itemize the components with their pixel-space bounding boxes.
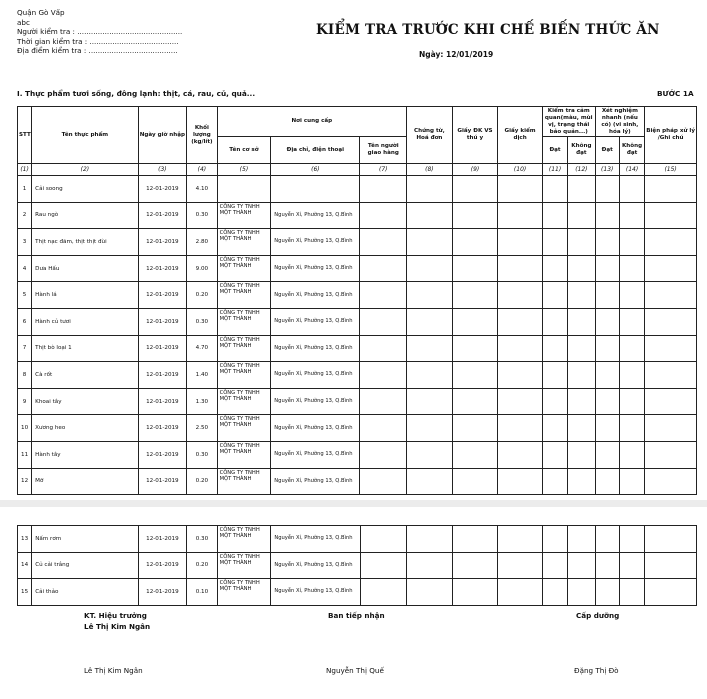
row-date: 12-01-2019 bbox=[138, 579, 187, 606]
empty-cell bbox=[452, 388, 498, 415]
row-weight: 9.00 bbox=[187, 255, 217, 282]
row-date: 12-01-2019 bbox=[138, 308, 187, 335]
empty-cell bbox=[568, 362, 595, 389]
empty-cell bbox=[407, 526, 453, 553]
table-row bbox=[18, 176, 697, 203]
empty-cell bbox=[568, 335, 595, 362]
table-row bbox=[18, 552, 697, 579]
empty-cell bbox=[542, 415, 567, 442]
principal-title: KT. Hiệu trưởng bbox=[84, 611, 147, 620]
empty-cell bbox=[498, 415, 543, 442]
row-food-name: Cà rốt bbox=[32, 362, 138, 389]
empty-cell bbox=[619, 176, 644, 203]
row-stt: 10 bbox=[18, 415, 32, 442]
document-title: KIỂM TRA TRƯỚC KHI CHẾ BIẾN THỨC ĂN bbox=[316, 22, 660, 38]
row-stt: 11 bbox=[18, 441, 32, 468]
row-stt: 12 bbox=[18, 468, 32, 495]
table-row bbox=[18, 335, 697, 362]
empty-cell bbox=[568, 468, 595, 495]
row-weight: 0.30 bbox=[187, 308, 217, 335]
row-address: Nguyễn Xí, Phường 13, Q.Bình bbox=[271, 579, 360, 606]
col-lab-pass: Đạt bbox=[595, 137, 619, 164]
empty-cell bbox=[407, 255, 453, 282]
col-sensory-group: Kiểm tra cảm quan(màu, mùi vị, trạng thái bảo quản...) bbox=[542, 107, 595, 137]
empty-cell bbox=[568, 441, 595, 468]
index-cell: (5) bbox=[217, 164, 271, 176]
empty-cell bbox=[452, 229, 498, 256]
principal-name-bold: Lê Thị Kim Ngân bbox=[84, 622, 151, 631]
empty-cell bbox=[498, 362, 543, 389]
empty-cell bbox=[645, 415, 697, 442]
empty-cell bbox=[595, 282, 619, 309]
empty-cell bbox=[645, 229, 697, 256]
row-weight: 0.10 bbox=[187, 579, 217, 606]
table-row bbox=[18, 441, 697, 468]
empty-cell bbox=[542, 282, 567, 309]
empty-cell bbox=[542, 176, 567, 203]
time-field: Thời gian kiểm tra : ....................................... bbox=[17, 36, 179, 46]
row-food-name: Mỡ bbox=[32, 468, 138, 495]
row-date: 12-01-2019 bbox=[138, 176, 187, 203]
row-stt: 4 bbox=[18, 255, 32, 282]
row-address: Nguyễn Xí, Phường 13, Q.Bình bbox=[271, 415, 360, 442]
row-address: Nguyễn Xí, Phường 13, Q.Bình bbox=[271, 282, 360, 309]
row-date: 12-01-2019 bbox=[138, 229, 187, 256]
index-cell: (2) bbox=[32, 164, 138, 176]
row-supplier: CÔNG TY TNHH MỘT THÀNH bbox=[217, 308, 271, 335]
empty-cell bbox=[568, 526, 595, 553]
row-weight: 0.20 bbox=[187, 552, 217, 579]
empty-cell bbox=[407, 468, 453, 495]
empty-cell bbox=[498, 255, 543, 282]
row-food-name: Nấm rơm bbox=[32, 526, 138, 553]
empty-cell bbox=[645, 282, 697, 309]
row-food-name: Dưa Hấu bbox=[32, 255, 138, 282]
col-address-phone: Địa chỉ, điện thoại bbox=[271, 137, 360, 164]
row-supplier: CÔNG TY TNHH MỘT THÀNH bbox=[217, 468, 271, 495]
row-date: 12-01-2019 bbox=[138, 468, 187, 495]
empty-cell bbox=[619, 229, 644, 256]
empty-cell bbox=[407, 441, 453, 468]
empty-cell bbox=[452, 526, 498, 553]
row-stt: 8 bbox=[18, 362, 32, 389]
empty-cell bbox=[452, 308, 498, 335]
empty-cell bbox=[542, 362, 567, 389]
empty-cell bbox=[645, 255, 697, 282]
empty-cell bbox=[619, 335, 644, 362]
row-weight: 2.80 bbox=[187, 229, 217, 256]
empty-cell bbox=[407, 415, 453, 442]
empty-cell bbox=[568, 229, 595, 256]
row-weight: 0.20 bbox=[187, 282, 217, 309]
row-date: 12-01-2019 bbox=[138, 441, 187, 468]
row-address: Nguyễn Xí, Phường 13, Q.Bình bbox=[271, 552, 360, 579]
row-weight: 4.10 bbox=[187, 176, 217, 203]
empty-cell bbox=[498, 176, 543, 203]
index-cell: (9) bbox=[452, 164, 498, 176]
row-supplier bbox=[217, 176, 271, 203]
empty-cell bbox=[360, 526, 407, 553]
empty-cell bbox=[498, 441, 543, 468]
row-food-name: Cải thảo bbox=[32, 579, 138, 606]
step-label: BƯỚC 1A bbox=[657, 89, 694, 98]
row-food-name: Hành tây bbox=[32, 441, 138, 468]
col-remedy: Biện pháp xử lý /Ghi chú bbox=[645, 107, 697, 164]
empty-cell bbox=[360, 415, 407, 442]
index-cell: (4) bbox=[187, 164, 217, 176]
index-cell: (3) bbox=[138, 164, 187, 176]
empty-cell bbox=[619, 255, 644, 282]
empty-cell bbox=[619, 362, 644, 389]
empty-cell bbox=[498, 388, 543, 415]
col-food-name: Tên thực phẩm bbox=[32, 107, 138, 164]
empty-cell bbox=[645, 468, 697, 495]
empty-cell bbox=[645, 552, 697, 579]
org-label: abc bbox=[17, 17, 30, 27]
row-food-name: Thịt nạc đăm, thịt thịt đùi bbox=[32, 229, 138, 256]
table-row bbox=[18, 579, 697, 606]
table-row bbox=[18, 362, 697, 389]
empty-cell bbox=[542, 388, 567, 415]
empty-cell bbox=[542, 202, 567, 229]
empty-cell bbox=[407, 308, 453, 335]
empty-cell bbox=[498, 282, 543, 309]
row-stt: 14 bbox=[18, 552, 32, 579]
inspection-table bbox=[17, 106, 697, 495]
row-address: Nguyễn Xí, Phường 13, Q.Bình bbox=[271, 202, 360, 229]
empty-cell bbox=[407, 202, 453, 229]
empty-cell bbox=[645, 579, 697, 606]
empty-cell bbox=[498, 526, 543, 553]
row-address: Nguyễn Xí, Phường 13, Q.Bình bbox=[271, 255, 360, 282]
row-supplier: CÔNG TY TNHH MỘT THÀNH bbox=[217, 579, 271, 606]
row-stt: 15 bbox=[18, 579, 32, 606]
index-cell: (7) bbox=[360, 164, 407, 176]
col-vet-cert: Giấy ĐK VS thú y bbox=[452, 107, 498, 164]
row-address: Nguyễn Xí, Phường 13, Q.Bình bbox=[271, 468, 360, 495]
empty-cell bbox=[452, 335, 498, 362]
row-supplier: CÔNG TY TNHH MỘT THÀNH bbox=[217, 255, 271, 282]
empty-cell bbox=[645, 335, 697, 362]
index-cell: (11) bbox=[542, 164, 567, 176]
row-date: 12-01-2019 bbox=[138, 335, 187, 362]
index-cell: (15) bbox=[645, 164, 697, 176]
empty-cell bbox=[452, 415, 498, 442]
empty-cell bbox=[542, 468, 567, 495]
row-supplier: CÔNG TY TNHH MỘT THÀNH bbox=[217, 415, 271, 442]
empty-cell bbox=[595, 362, 619, 389]
cook-title: Cấp dưỡng bbox=[576, 611, 620, 620]
empty-cell bbox=[645, 362, 697, 389]
empty-cell bbox=[619, 526, 644, 553]
empty-cell bbox=[568, 255, 595, 282]
empty-cell bbox=[452, 255, 498, 282]
row-weight: 0.30 bbox=[187, 441, 217, 468]
row-supplier: CÔNG TY TNHH MỘT THÀNH bbox=[217, 335, 271, 362]
row-weight: 0.20 bbox=[187, 468, 217, 495]
row-supplier: CÔNG TY TNHH MỘT THÀNH bbox=[217, 526, 271, 553]
empty-cell bbox=[452, 579, 498, 606]
empty-cell bbox=[595, 308, 619, 335]
index-cell: (10) bbox=[498, 164, 543, 176]
empty-cell bbox=[498, 468, 543, 495]
empty-cell bbox=[407, 282, 453, 309]
row-food-name: Hành củ tươi bbox=[32, 308, 138, 335]
row-food-name: Xương heo bbox=[32, 415, 138, 442]
col-deliverer: Tên người giao hàng bbox=[360, 137, 407, 164]
index-cell: (12) bbox=[568, 164, 595, 176]
table-row bbox=[18, 468, 697, 495]
empty-cell bbox=[360, 255, 407, 282]
table-row bbox=[18, 415, 697, 442]
empty-cell bbox=[619, 552, 644, 579]
empty-cell bbox=[407, 229, 453, 256]
empty-cell bbox=[595, 415, 619, 442]
index-cell: (6) bbox=[271, 164, 360, 176]
empty-cell bbox=[619, 308, 644, 335]
column-index-row bbox=[18, 164, 697, 176]
table-row bbox=[18, 388, 697, 415]
empty-cell bbox=[452, 552, 498, 579]
row-weight: 1.40 bbox=[187, 362, 217, 389]
empty-cell bbox=[360, 308, 407, 335]
row-address: Nguyễn Xí, Phường 13, Q.Bình bbox=[271, 362, 360, 389]
row-date: 12-01-2019 bbox=[138, 552, 187, 579]
row-stt: 5 bbox=[18, 282, 32, 309]
col-quarantine: Giấy kiểm dịch bbox=[498, 107, 543, 164]
table-row bbox=[18, 526, 697, 553]
row-address: Nguyễn Xí, Phường 13, Q.Bình bbox=[271, 335, 360, 362]
empty-cell bbox=[645, 308, 697, 335]
row-address bbox=[271, 176, 360, 203]
empty-cell bbox=[407, 579, 453, 606]
empty-cell bbox=[595, 526, 619, 553]
empty-cell bbox=[645, 176, 697, 203]
empty-cell bbox=[595, 388, 619, 415]
empty-cell bbox=[568, 579, 595, 606]
col-lab-group: Xét nghiệm nhanh (nếu có) (vi sinh, hóa lý) bbox=[595, 107, 645, 137]
document-date: Ngày: 12/01/2019 bbox=[419, 50, 494, 59]
table-row bbox=[18, 202, 697, 229]
row-weight: 1.30 bbox=[187, 388, 217, 415]
empty-cell bbox=[619, 415, 644, 442]
empty-cell bbox=[452, 176, 498, 203]
table-row bbox=[18, 255, 697, 282]
empty-cell bbox=[407, 552, 453, 579]
row-food-name: Thịt bò loại 1 bbox=[32, 335, 138, 362]
row-address: Nguyễn Xí, Phường 13, Q.Bình bbox=[271, 308, 360, 335]
empty-cell bbox=[568, 388, 595, 415]
row-food-name: Khoai tây bbox=[32, 388, 138, 415]
row-address: Nguyễn Xí, Phường 13, Q.Bình bbox=[271, 388, 360, 415]
empty-cell bbox=[498, 335, 543, 362]
empty-cell bbox=[645, 526, 697, 553]
empty-cell bbox=[360, 176, 407, 203]
row-supplier: CÔNG TY TNHH MỘT THÀNH bbox=[217, 552, 271, 579]
empty-cell bbox=[542, 579, 567, 606]
row-address: Nguyễn Xí, Phường 13, Q.Bình bbox=[271, 229, 360, 256]
empty-cell bbox=[595, 255, 619, 282]
col-weight: Khối lượng (kg/lít) bbox=[187, 107, 217, 164]
row-food-name: Hành lá bbox=[32, 282, 138, 309]
section-heading: I. Thực phẩm tươi sống, đông lạnh: thịt, cá, rau, củ, quả... bbox=[17, 89, 256, 98]
row-date: 12-01-2019 bbox=[138, 388, 187, 415]
empty-cell bbox=[619, 202, 644, 229]
col-lab-fail: Không đạt bbox=[619, 137, 644, 164]
row-stt: 7 bbox=[18, 335, 32, 362]
table-row bbox=[18, 282, 697, 309]
empty-cell bbox=[360, 441, 407, 468]
row-supplier: CÔNG TY TNHH MỘT THÀNH bbox=[217, 202, 271, 229]
empty-cell bbox=[595, 579, 619, 606]
row-food-name: Cải soong bbox=[32, 176, 138, 203]
row-stt: 9 bbox=[18, 388, 32, 415]
row-supplier: CÔNG TY TNHH MỘT THÀNH bbox=[217, 388, 271, 415]
inspector-field: Người kiểm tra : .............................................. bbox=[17, 27, 183, 37]
empty-cell bbox=[595, 176, 619, 203]
empty-cell bbox=[595, 335, 619, 362]
row-address: Nguyễn Xí, Phường 13, Q.Bình bbox=[271, 526, 360, 553]
row-stt: 13 bbox=[18, 526, 32, 553]
row-date: 12-01-2019 bbox=[138, 255, 187, 282]
principal-signature-name: Lê Thị Kim Ngân bbox=[84, 666, 143, 675]
empty-cell bbox=[360, 362, 407, 389]
empty-cell bbox=[542, 229, 567, 256]
row-stt: 6 bbox=[18, 308, 32, 335]
empty-cell bbox=[498, 552, 543, 579]
table-row bbox=[18, 308, 697, 335]
empty-cell bbox=[498, 308, 543, 335]
empty-cell bbox=[360, 335, 407, 362]
empty-cell bbox=[452, 202, 498, 229]
empty-cell bbox=[407, 176, 453, 203]
col-date-time: Ngày giờ nhập bbox=[138, 107, 187, 164]
col-invoice: Chứng từ, Hoá đơn bbox=[407, 107, 453, 164]
row-weight: 0.30 bbox=[187, 202, 217, 229]
row-supplier: CÔNG TY TNHH MỘT THÀNH bbox=[217, 229, 271, 256]
empty-cell bbox=[542, 526, 567, 553]
cook-signature-name: Đặng Thị Đò bbox=[574, 666, 619, 675]
index-cell: (14) bbox=[619, 164, 644, 176]
empty-cell bbox=[595, 468, 619, 495]
receiver-title: Ban tiếp nhận bbox=[328, 611, 385, 620]
empty-cell bbox=[542, 308, 567, 335]
row-food-name: Rau ngò bbox=[32, 202, 138, 229]
index-cell: (13) bbox=[595, 164, 619, 176]
empty-cell bbox=[568, 202, 595, 229]
col-facility-name: Tên cơ sở bbox=[217, 137, 271, 164]
empty-cell bbox=[452, 282, 498, 309]
empty-cell bbox=[595, 441, 619, 468]
empty-cell bbox=[407, 335, 453, 362]
empty-cell bbox=[619, 388, 644, 415]
empty-cell bbox=[360, 579, 407, 606]
receiver-signature-name: Nguyễn Thị Quế bbox=[326, 666, 384, 675]
row-weight: 0.30 bbox=[187, 526, 217, 553]
row-date: 12-01-2019 bbox=[138, 362, 187, 389]
empty-cell bbox=[542, 441, 567, 468]
inspection-table-continued bbox=[17, 525, 697, 606]
empty-cell bbox=[360, 202, 407, 229]
col-supplier-group: Nơi cung cấp bbox=[217, 107, 407, 137]
empty-cell bbox=[645, 441, 697, 468]
empty-cell bbox=[619, 282, 644, 309]
place-field: Địa điểm kiểm tra : ....................................... bbox=[17, 46, 178, 56]
empty-cell bbox=[595, 229, 619, 256]
empty-cell bbox=[452, 441, 498, 468]
empty-cell bbox=[407, 362, 453, 389]
table-row bbox=[18, 229, 697, 256]
empty-cell bbox=[568, 176, 595, 203]
empty-cell bbox=[360, 552, 407, 579]
empty-cell bbox=[645, 388, 697, 415]
row-weight: 4.70 bbox=[187, 335, 217, 362]
empty-cell bbox=[542, 552, 567, 579]
row-stt: 3 bbox=[18, 229, 32, 256]
empty-cell bbox=[360, 468, 407, 495]
empty-cell bbox=[568, 282, 595, 309]
row-address: Nguyễn Xí, Phường 13, Q.Bình bbox=[271, 441, 360, 468]
empty-cell bbox=[619, 441, 644, 468]
empty-cell bbox=[568, 415, 595, 442]
row-supplier: CÔNG TY TNHH MỘT THÀNH bbox=[217, 362, 271, 389]
empty-cell bbox=[568, 552, 595, 579]
row-supplier: CÔNG TY TNHH MỘT THÀNH bbox=[217, 441, 271, 468]
empty-cell bbox=[595, 202, 619, 229]
empty-cell bbox=[360, 229, 407, 256]
index-cell: (1) bbox=[18, 164, 32, 176]
row-date: 12-01-2019 bbox=[138, 282, 187, 309]
empty-cell bbox=[645, 202, 697, 229]
row-date: 12-01-2019 bbox=[138, 202, 187, 229]
col-stt: STT bbox=[18, 107, 32, 164]
row-stt: 1 bbox=[18, 176, 32, 203]
row-date: 12-01-2019 bbox=[138, 526, 187, 553]
col-sensory-pass: Đạt bbox=[542, 137, 567, 164]
empty-cell bbox=[498, 202, 543, 229]
row-supplier: CÔNG TY TNHH MỘT THÀNH bbox=[217, 282, 271, 309]
document-page-2 bbox=[0, 507, 707, 699]
row-weight: 2.50 bbox=[187, 415, 217, 442]
district-label: Quận Gò Vấp bbox=[17, 8, 65, 17]
empty-cell bbox=[360, 282, 407, 309]
empty-cell bbox=[619, 579, 644, 606]
empty-cell bbox=[568, 308, 595, 335]
empty-cell bbox=[542, 255, 567, 282]
empty-cell bbox=[498, 229, 543, 256]
empty-cell bbox=[452, 468, 498, 495]
header-info bbox=[17, 8, 182, 56]
row-food-name: Củ cải trắng bbox=[32, 552, 138, 579]
empty-cell bbox=[498, 579, 543, 606]
col-sensory-fail: Không đạt bbox=[568, 137, 595, 164]
empty-cell bbox=[542, 335, 567, 362]
empty-cell bbox=[360, 388, 407, 415]
empty-cell bbox=[619, 468, 644, 495]
empty-cell bbox=[595, 552, 619, 579]
index-cell: (8) bbox=[407, 164, 453, 176]
empty-cell bbox=[452, 362, 498, 389]
empty-cell bbox=[407, 388, 453, 415]
row-date: 12-01-2019 bbox=[138, 415, 187, 442]
row-stt: 2 bbox=[18, 202, 32, 229]
